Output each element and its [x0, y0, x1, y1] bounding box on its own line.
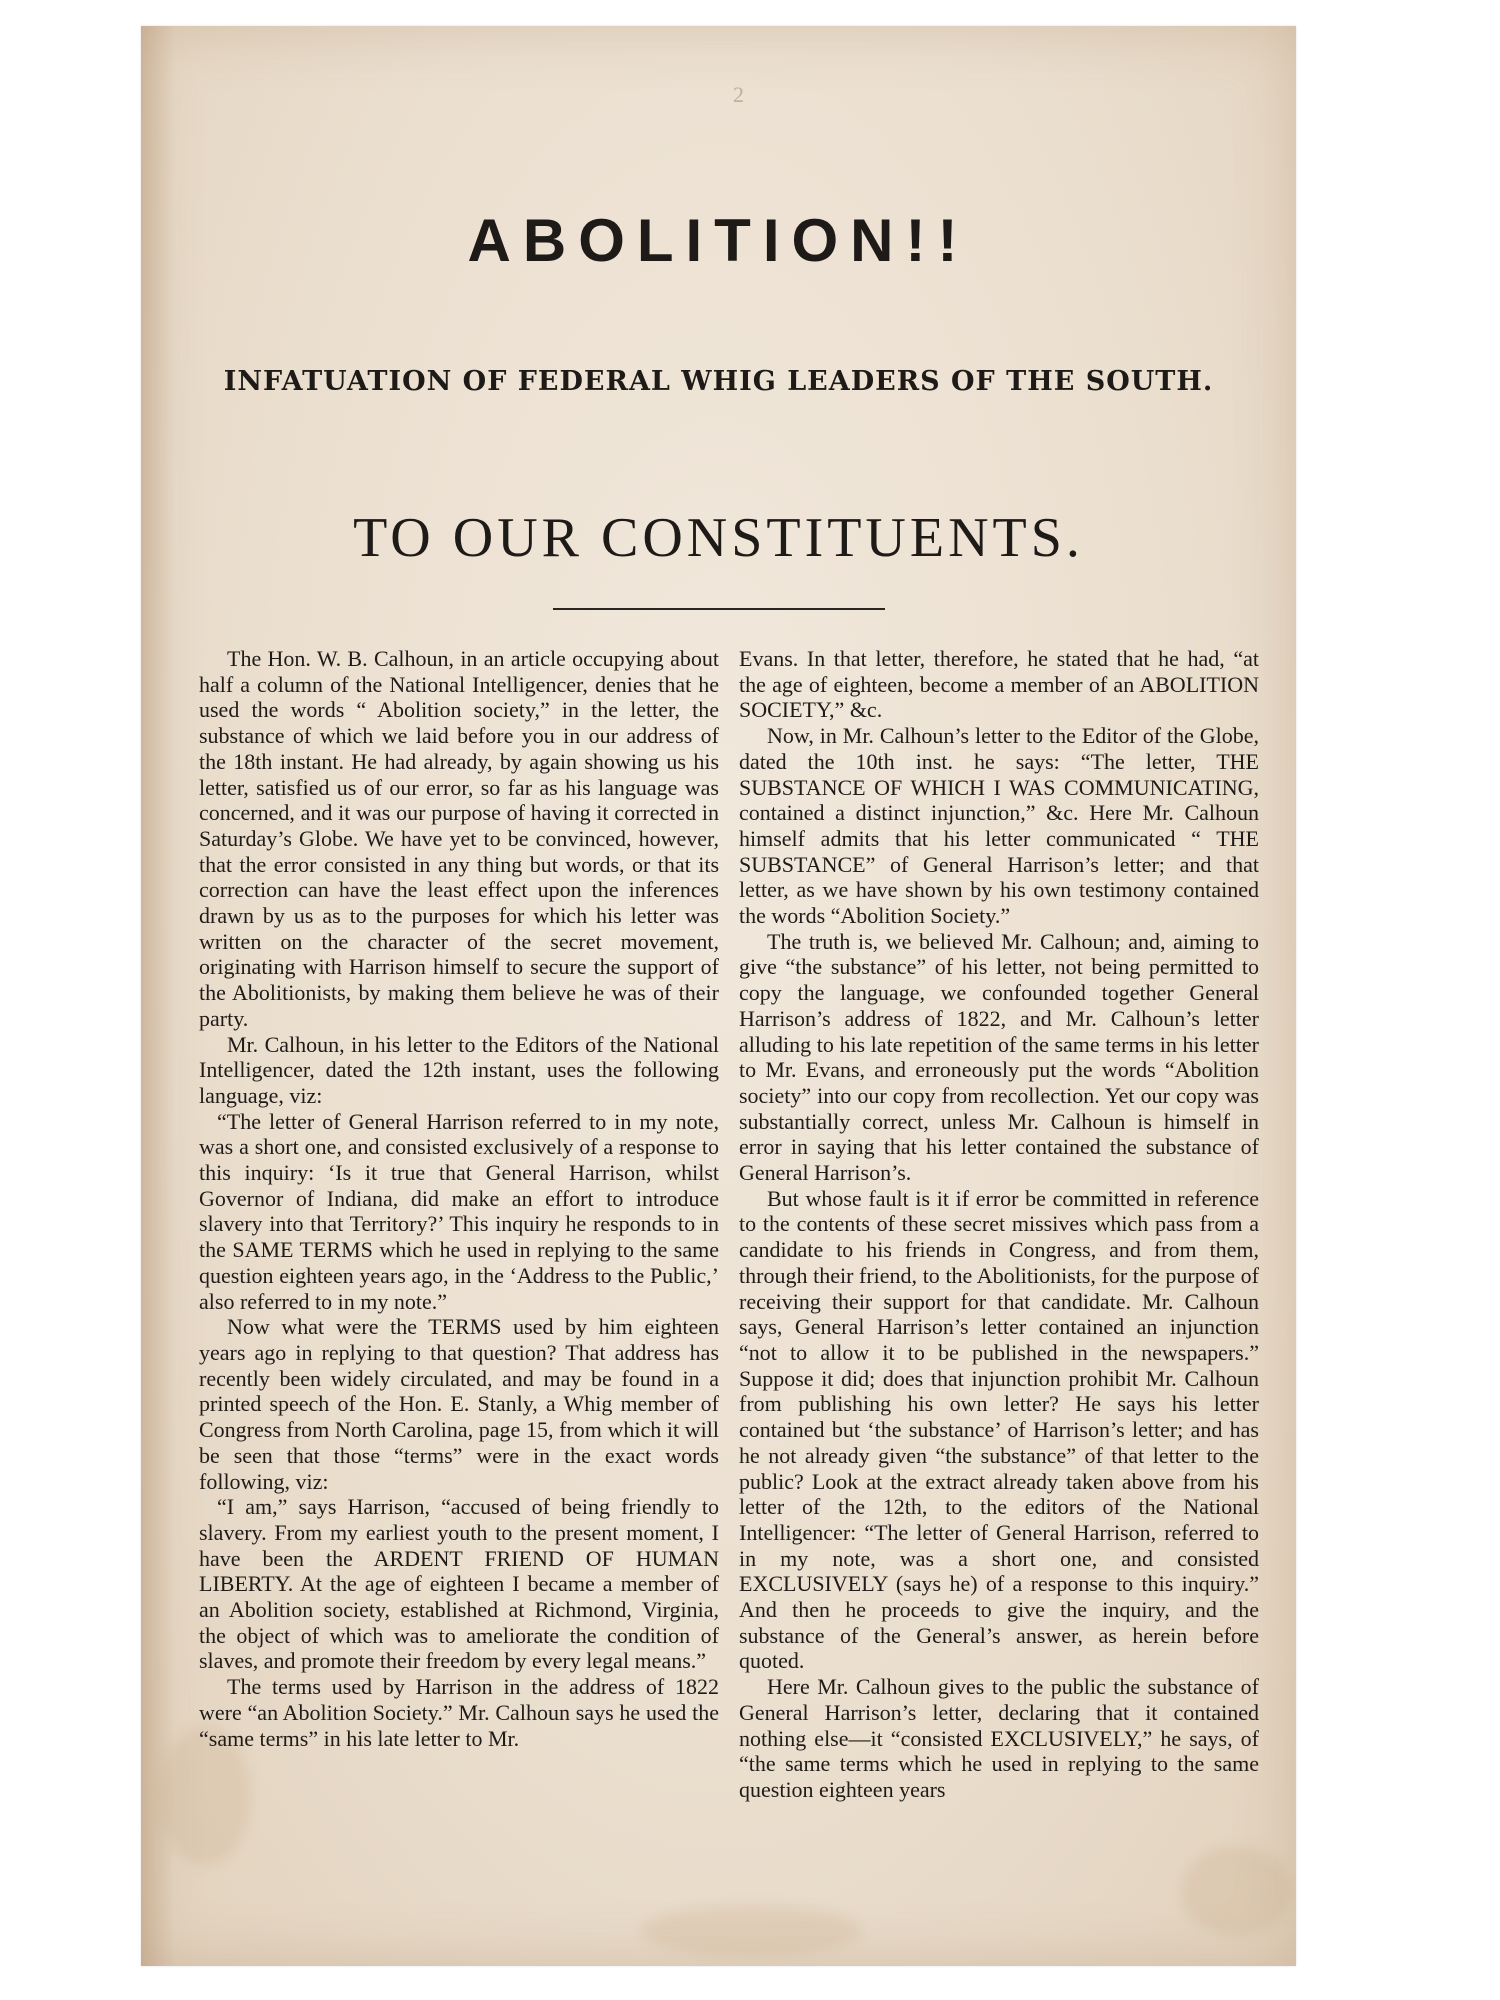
paragraph: But whose fault is it if error be committed in reference to the contents of these secret missives which pass from a candidate to his friends in Congress, and from them, through their friend, to the Abolitionists, for the purpose of receiving their support for that candidate. Mr. Calhoun says, General Harrison’s letter contained an injunction “not to allow it to be published in the newspapers.” Suppose it did; does that injunction prohibit Mr. Calhoun from publishing his own letter? He says his letter contained but ‘the substance’ of Harrison’s letter; and has he not already given “the substance” of that letter to the public? Look at the extract already taken above from his letter of the 12th, to the editors of the National Intelligencer: “The letter of General Harrison, referred to in my note, was a short one, and consisted EXCLUSIVELY (says he) of a response to this inquiry.” And then he proceeds to give the inquiry, and the substance of the General’s answer, as herein before quoted. [739, 1185, 1259, 1674]
paragraph: Mr. Calhoun, in his letter to the Editors of the National Intelligencer, dated the 12th instant, uses the following language, viz: [199, 1031, 719, 1108]
paragraph: Now, in Mr. Calhoun’s letter to the Editor of the Globe, dated the 10th inst. he says: “The letter, THE SUBSTANCE OF WHICH I WAS COMMUNICATING, contained a distinct injunction,” &c. Here Mr. Calhoun himself admits that his letter communicated “ THE SUBSTANCE” of General Harrison’s letter; and that letter, as we have shown by his own testimony contained the words “Abolition Society.” [739, 723, 1259, 929]
paragraph: The truth is, we believed Mr. Calhoun; and, aiming to give “the substance” of his letter, not being permitted to copy the language, we confounded together General Harrison’s address of 1822, and Mr. Calhoun’s letter alluding to his late repetition of the same terms in his letter to Mr. Evans, and erroneously put the words “Abolition society” into our copy from recollection. Yet our copy was substantially correct, unless Mr. Calhoun is himself in error in saying that his letter contained the substance of General Harrison’s. [739, 928, 1259, 1186]
section-heading: TO OUR CONSTITUENTS. [353, 507, 1084, 569]
paper-stain [1181, 1846, 1291, 1936]
page-title: ABOLITION!! [467, 207, 970, 274]
right-column [739, 646, 1259, 1803]
paragraph: Now what were the TERMS used by him eighteen years ago in replying to that question? That address has recently been widely circulated, and may be found in a printed speech of the Hon. E. Stanly, a Whig member of Congress from North Carolina, page 15, from which it will be seen that those “terms” were in the exact words following, viz: [199, 1314, 719, 1494]
page-subtitle: INFATUATION OF FEDERAL WHIG LEADERS OF THE SOUTH. [223, 366, 1214, 397]
paragraph: Here Mr. Calhoun gives to the public the substance of General Harrison’s letter, declaring that it contained nothing else—it “consisted EXCLUSIVELY,” he says, of “the same terms which he used in replying to the same question eighteen years [739, 1674, 1259, 1802]
heading-divider [553, 608, 885, 610]
quote-paragraph: “I am,” says Harrison, “accused of being friendly to slavery. From my earliest youth to the present moment, I have been the ARDENT FRIEND OF HUMAN LIBERTY. At the age of eighteen I became a member of an Abolition society, established at Richmond, Virginia, the object of which was to ameliorate the condition of slaves, and promote their freedom by every legal means.” [199, 1494, 719, 1674]
page-edge-shadow [141, 26, 175, 1966]
paragraph: The Hon. W. B. Calhoun, in an article occupying about half a column of the National Intelligencer, denies that he used the words “ Abolition society,” in the letter, the substance of which we laid before you in our address of the 18th instant. He had already, by again showing us his letter, satisfied us of our error, so far as his language was concerned, and it was our purpose of having it corrected in Saturday’s Globe. We have yet to be convinced, however, that the error consisted in any thing but words, or that its correction can have the least effect upon the inferences drawn by us as to the purposes for which his letter was written on the character of the secret movement, originating with Harrison himself to secure the support of the Abolitionists, by making them believe he was of their party. [199, 646, 719, 1031]
paragraph: Evans. In that letter, therefore, he stated that he had, “at the age of eighteen, become a member of an ABOLITION SOCIETY,” &c. [739, 646, 1259, 723]
page-number: 2 [733, 82, 744, 107]
paper-stain [641, 1906, 861, 1956]
newspaper-page [141, 26, 1296, 1966]
paragraph: The terms used by Harrison in the address of 1822 were “an Abolition Society.” Mr. Calhoun says he used the “same terms” in his late letter to Mr. [199, 1674, 719, 1751]
left-column [199, 646, 719, 1751]
quote-paragraph: “The letter of General Harrison referred to in my note, was a short one, and consisted exclusively of a response to this inquiry: ‘Is it true that General Harrison, whilst Governor of Indiana, did make an effort to introduce slavery into that Territory?’ This inquiry he responds to in the SAME TERMS which he used in replying to the same question eighteen years ago, in the ‘Address to the Public,’ also referred to in my note.” [199, 1108, 719, 1314]
